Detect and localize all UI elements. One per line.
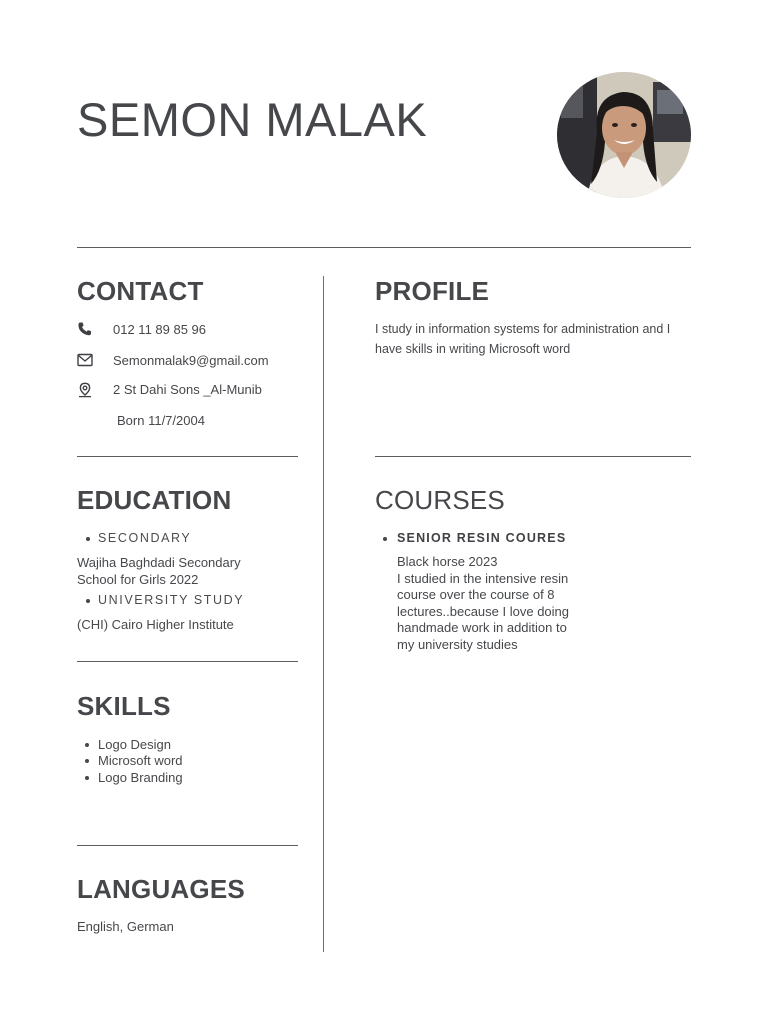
skill-item: Logo Branding xyxy=(77,770,183,786)
skill-item: Logo Design xyxy=(77,737,183,753)
education-school-line-1: Wajiha Baghdadi Secondary xyxy=(77,555,241,570)
skills-list xyxy=(77,737,183,786)
contact-address: 2 St Dahi Sons _Al-Munib xyxy=(113,382,262,397)
course-line: Black horse 2023 xyxy=(397,554,498,569)
education-school xyxy=(77,555,241,588)
course-line: my university studies xyxy=(397,636,518,652)
course-title: SENIOR RESIN COURES xyxy=(397,531,567,545)
education-level-university: UNIVERSITY STUDY xyxy=(98,593,245,607)
languages-text: English, German xyxy=(77,919,174,934)
profile-text xyxy=(375,319,670,359)
portrait-image xyxy=(557,72,691,198)
course-line: handmade work in addition to xyxy=(397,620,567,635)
education-school-line-2: School for Girls 2022 xyxy=(77,571,199,587)
contact-birthdate: Born 11/7/2004 xyxy=(117,413,205,428)
contact-phone: 012 11 89 85 96 xyxy=(113,322,207,337)
bullet xyxy=(383,537,387,541)
email-icon xyxy=(77,352,93,368)
education-university: (CHI) Cairo Higher Institute xyxy=(77,617,234,632)
skill-item: Microsoft word xyxy=(77,753,183,769)
column-divider xyxy=(323,276,324,952)
skills-heading: SKILLS xyxy=(77,691,171,721)
contact-email: Semonmalak9@gmail.com xyxy=(113,353,269,368)
course-line: lectures..because I love doing xyxy=(397,603,569,619)
profile-heading: PROFILE xyxy=(375,276,490,306)
course-line: I studied in the intensive resin xyxy=(397,570,569,586)
education-heading: EDUCATION xyxy=(77,485,232,515)
course-description xyxy=(397,554,569,653)
contact-divider xyxy=(77,456,298,457)
education-level-secondary: SECONDARY xyxy=(98,531,192,545)
header-divider xyxy=(77,247,691,248)
skills-divider xyxy=(77,845,298,846)
courses-heading: COURSES xyxy=(375,485,505,515)
course-line: course over the course of 8 xyxy=(397,587,555,602)
location-pin-icon xyxy=(77,382,93,398)
bullet xyxy=(86,599,90,603)
profile-divider xyxy=(375,456,691,457)
profile-line-1: I study in information systems for administration and I xyxy=(375,322,671,336)
phone-icon xyxy=(77,321,93,337)
languages-heading: LANGUAGES xyxy=(77,874,245,904)
profile-line-2: have skills in writing Microsoft word xyxy=(375,342,571,356)
contact-heading: CONTACT xyxy=(77,276,204,306)
profile-photo xyxy=(557,72,691,198)
bullet xyxy=(86,537,90,541)
resume-name: SEMON MALAK xyxy=(77,93,428,146)
education-divider xyxy=(77,661,298,662)
